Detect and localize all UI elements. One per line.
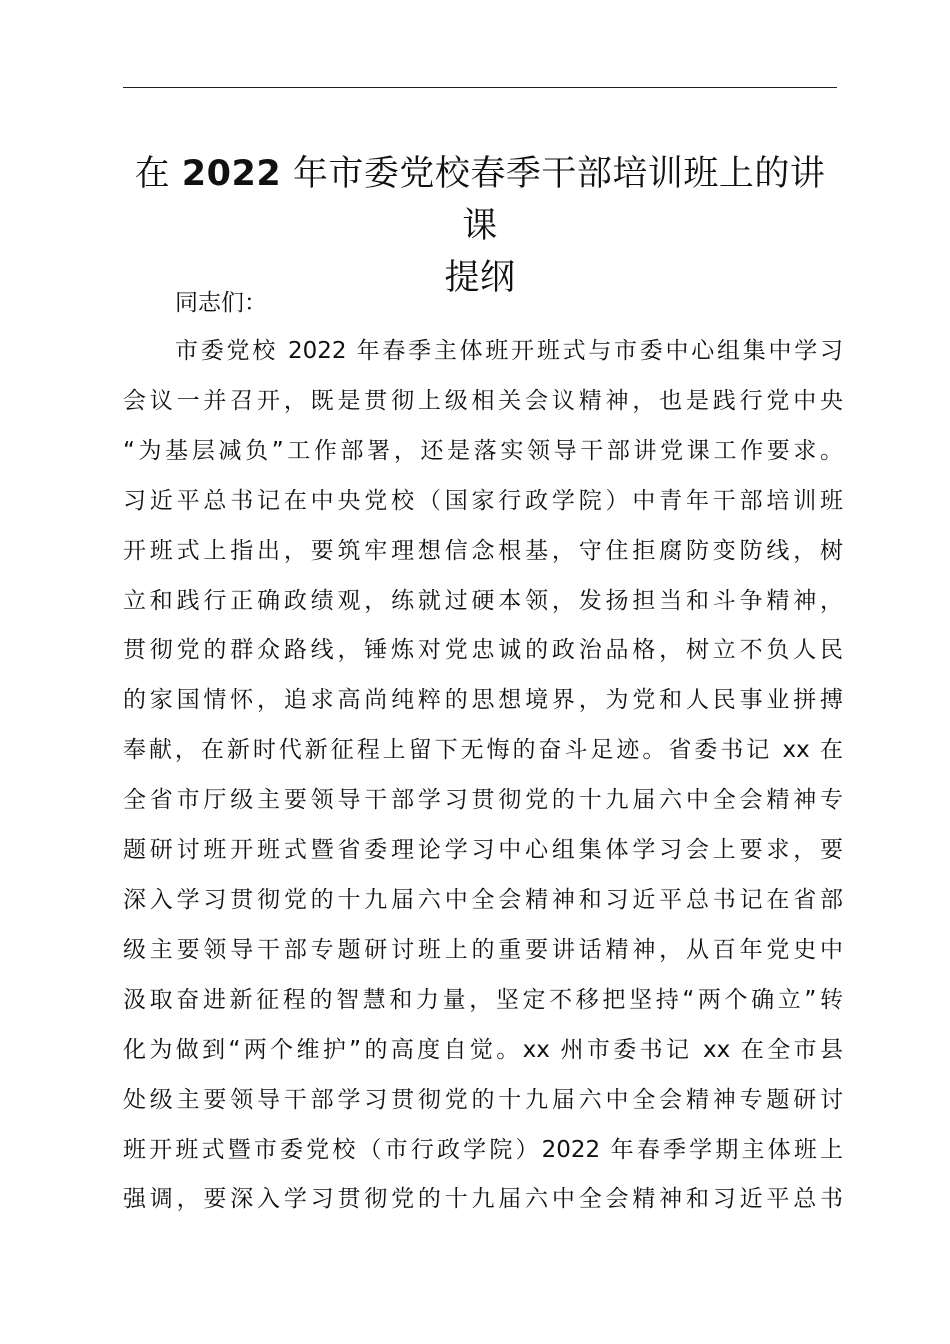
body-line: 全省市厅级主要领导干部学习贯彻党的十九届六中全会精神专 [123,787,843,814]
body-line: 奉献，在新时代新征程上留下无悔的奋斗足迹。省委书记 xx 在 [123,737,843,764]
title-year: 2022 [181,154,282,194]
body-line: 深入学习贯彻党的十九届六中全会精神和习近平总书记在省部 [123,886,843,913]
body-line: 题研讨班开班式暨省委理论学习中心组集体学习会上要求，要 [123,837,843,864]
header-rule [123,87,837,88]
salutation: 同志们： [175,290,267,316]
body-line: 级主要领导干部专题研讨班上的重要讲话精神，从百年党史中 [123,936,843,963]
body-line: 会议一并召开，既是贯彻上级相关会议精神，也是践行党中央 [123,387,843,414]
body-line: 处级主要领导干部学习贯彻党的十九届六中全会精神专题研讨 [123,1086,843,1113]
body-line: “为基层减负”工作部署，还是落实领导干部讲党课工作要求。 [123,437,843,464]
body-line: 班开班式暨市委党校（市行政学院）2022 年春季学期主体班上 [123,1136,843,1163]
body-line: 习近平总书记在中央党校（国家行政学院）中青年干部培训班 [123,487,843,514]
body-line: 立和践行正确政绩观，练就过硬本领，发扬担当和斗争精神， [123,587,843,614]
title-line-2: 提纲 [444,258,516,298]
title-prefix: 在 [134,154,171,194]
body-line: 强调，要深入学习贯彻党的十九届六中全会精神和习近平总书 [123,1186,843,1213]
body-line: 化为做到“两个维护”的高度自觉。xx 州市委书记 xx 在全市县 [123,1036,843,1063]
body-line: 开班式上指出，要筑牢理想信念根基，守住拒腐防变防线，树 [123,537,843,564]
body-line: 贯彻党的群众路线，锤炼对党忠诚的政治品格，树立不负人民 [123,637,843,664]
body-line: 的家国情怀，追求高尚纯粹的思想境界，为党和人民事业拼搏 [123,687,843,714]
body-line: 汲取奋进新征程的智慧和力量，坚定不移把坚持“两个确立”转 [123,986,843,1013]
body-paragraph [123,327,843,1225]
body-line: 市委党校 2022 年春季主体班开班式与市委中心组集中学习 [175,338,843,364]
title-rest: 年市委党校春季干部培训班上的讲课 [292,154,826,246]
